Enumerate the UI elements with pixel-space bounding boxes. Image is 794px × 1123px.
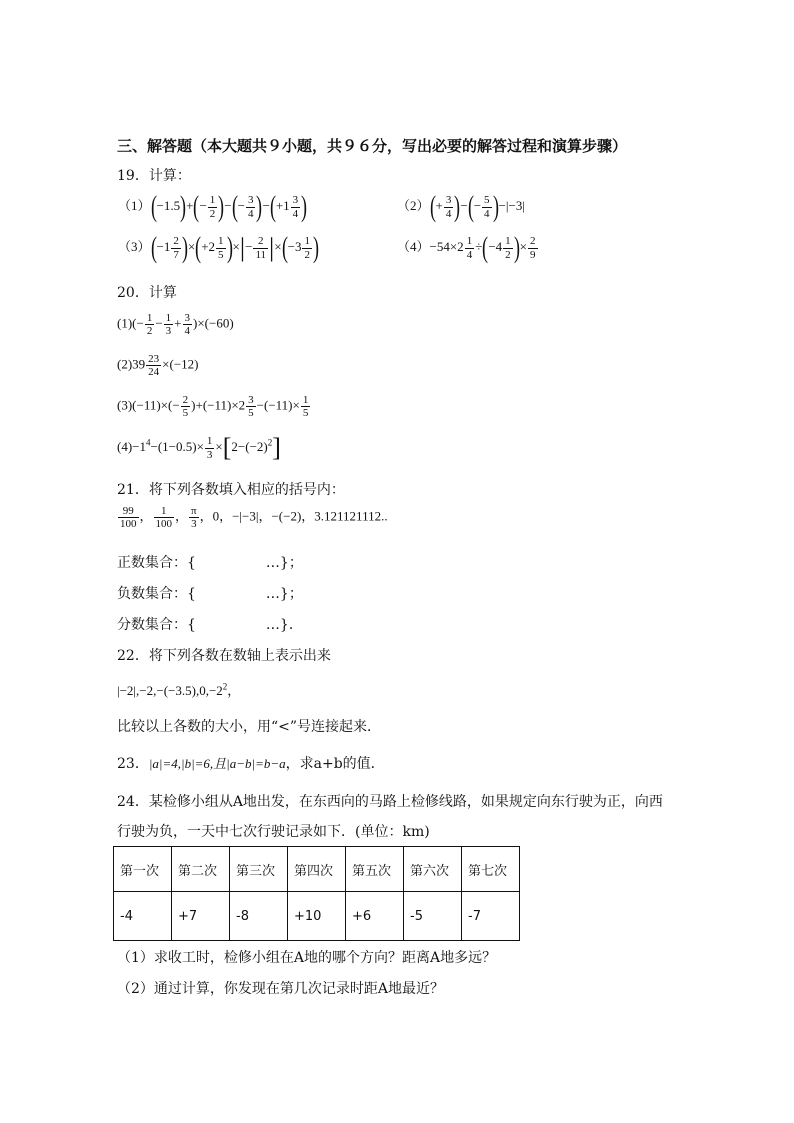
q19-p1-label: （1） [118,197,151,213]
table-header-cell: 第五次 [346,847,404,892]
table-header-cell: 第三次 [230,847,288,892]
q24-sub1: （1）求收工时，检修小组在A地的哪个方向？距离A地多远？ [117,950,497,966]
q20-p2-frac-a: $\frac{23}{24}$ [148,353,160,379]
table-cell: -5 [404,892,462,941]
q19-p3-frac-d: $\frac{1}{2}$ [304,235,310,261]
q19-p2-frac-b: $\frac{5}{4}$ [484,194,490,220]
q24-sub2: （2）通过计算，你发现在第几次记录时距A地最近？ [117,981,445,997]
q22-numbers: $|-2|,-2,-(-3.5),0,-2^2$， [117,681,241,698]
q21-frac-1: $\frac{99}{100}$ [120,505,137,531]
q20-title: 20．计算 [117,285,177,301]
table-header-cell: 第七次 [462,847,520,892]
q19-part1: （1）(−1.5)+(− $\frac{1}{2}$ )−(− $\frac{3}{4}$ )−(+1 $\frac{3}{4}$ ) [118,190,308,223]
table-header-cell: 第六次 [404,847,462,892]
q22-title: 22．将下列各数在数轴上表示出来 [117,648,331,664]
q20-p3-frac-b: $\frac{3}{5}$ [248,394,254,420]
q21-numbers: $\frac{99}{100}$ ， $\frac{1}{100}$ ， $\frac{\pi}{3}$ ，0，−|−3|，−(−2)，3.121121112.. [120,505,388,531]
q19-p2-label: （2） [397,197,430,213]
q19-p4-frac-b: $\frac{1}{2}$ [505,235,511,261]
q20-p1-frac-c: $\frac{3}{4}$ [184,312,191,338]
q20-p1-frac-a: $\frac{1}{2}$ [146,312,153,338]
q21-title: 21．将下列各数填入相应的括号内： [117,482,345,498]
table-cell: -7 [462,892,520,941]
table-header-row [114,847,520,892]
q21-set-positive: 正数集合：{ …}； [117,555,303,571]
q24-line2: 行驶为负，一天中七次行驶记录如下．(单位：km) [117,824,430,840]
q19-p3-frac-b: $\frac{1}{5}$ [218,235,224,261]
section-title: 三、解答题（本大题共９小题，共９６分，写出必要的解答过程和演算步骤） [117,137,628,155]
table-cell: +10 [288,892,346,941]
q19-part3: （3）(−1 $\frac{2}{7}$ )×(+2 $\frac{1}{5}$ )×|− $\frac{2}{11}$ |×(−3 $\frac{1}{2}$ ) [118,231,319,264]
q20-part2: (2)39 $\frac{23}{24}$ ×(−12) [117,353,199,379]
q20-p3-frac-a: $\frac{2}{5}$ [182,394,189,420]
table-cell: +7 [172,892,230,941]
q19-p1-frac-d: $\frac{3}{4}$ [292,194,299,220]
q19-p4-label: （4） [397,238,430,254]
q23: 23．|a|=4,|b|=6,且|a−b|=b−a，求a+b的值． [117,756,385,772]
table-header-cell: 第一次 [114,847,172,892]
q19-p3-frac-c: $\frac{2}{11}$ [255,235,267,261]
q19-part2: （2）(+ $\frac{3}{4}$ )−(− $\frac{5}{4}$ )−|−3| [397,190,525,223]
table-cell: -8 [230,892,288,941]
q21-frac-3: $\frac{\pi}{3}$ [191,505,197,531]
q21-set-negative: 负数集合：{ …}； [117,586,303,602]
table-row [114,892,520,941]
q21-set-fraction: 分数集合：{ …}． [117,617,303,633]
q24-line1: 24．某检修小组从A地出发，在东西向的马路上检修线路，如果规定向东行驶为正，向西 [117,794,663,810]
q20-p4-frac-a: $\frac{1}{3}$ [206,435,213,461]
q21-frac-2: $\frac{1}{100}$ [155,505,173,531]
table-header-cell: 第二次 [172,847,230,892]
q20-p3-frac-c: $\frac{1}{5}$ [302,394,309,420]
q19-p1-a: −1.5 [156,197,181,213]
q19-p2-frac-a: $\frac{3}{4}$ [445,194,452,220]
q20-p1-frac-b: $\frac{1}{3}$ [165,312,172,338]
table-cell: +6 [346,892,404,941]
q19-p4-frac-a: $\frac{1}{4}$ [466,235,473,261]
q19-p3-label: （3） [118,238,151,254]
driving-record-table [113,846,520,941]
q20-part4: $(4)-1^4-(1-0.5)\times$ $\frac{1}{3}$ $\times[2-(-2)^2]$ [117,433,281,462]
q19-part4: （4）−54×2 $\frac{1}{4}$ ÷(−4 $\frac{1}{2}$ )× $\frac{2}{9}$ [397,231,536,264]
q20-part3: (3)(−11)×(− $\frac{2}{5}$ )+(−11)×2 $\frac{3}{5}$ −(−11)× $\frac{1}{5}$ [117,394,309,420]
q22-compare: 比较以上各数的大小，用“<”号连接起来． [117,719,382,735]
q19-p1-frac-b: $\frac{1}{2}$ [209,194,216,220]
table-header-cell: 第四次 [288,847,346,892]
q19-p3-frac-a: $\frac{2}{7}$ [173,235,179,261]
table-cell: -4 [114,892,172,941]
q20-part1: (1)(− $\frac{1}{2}$ − $\frac{1}{3}$ + $\frac{3}{4}$ )×(−60) [117,312,234,338]
q19-p4-frac-c: $\frac{2}{9}$ [530,235,536,261]
q19-title: 19．计算： [117,168,191,184]
q19-p1-frac-c: $\frac{3}{4}$ [247,194,254,220]
